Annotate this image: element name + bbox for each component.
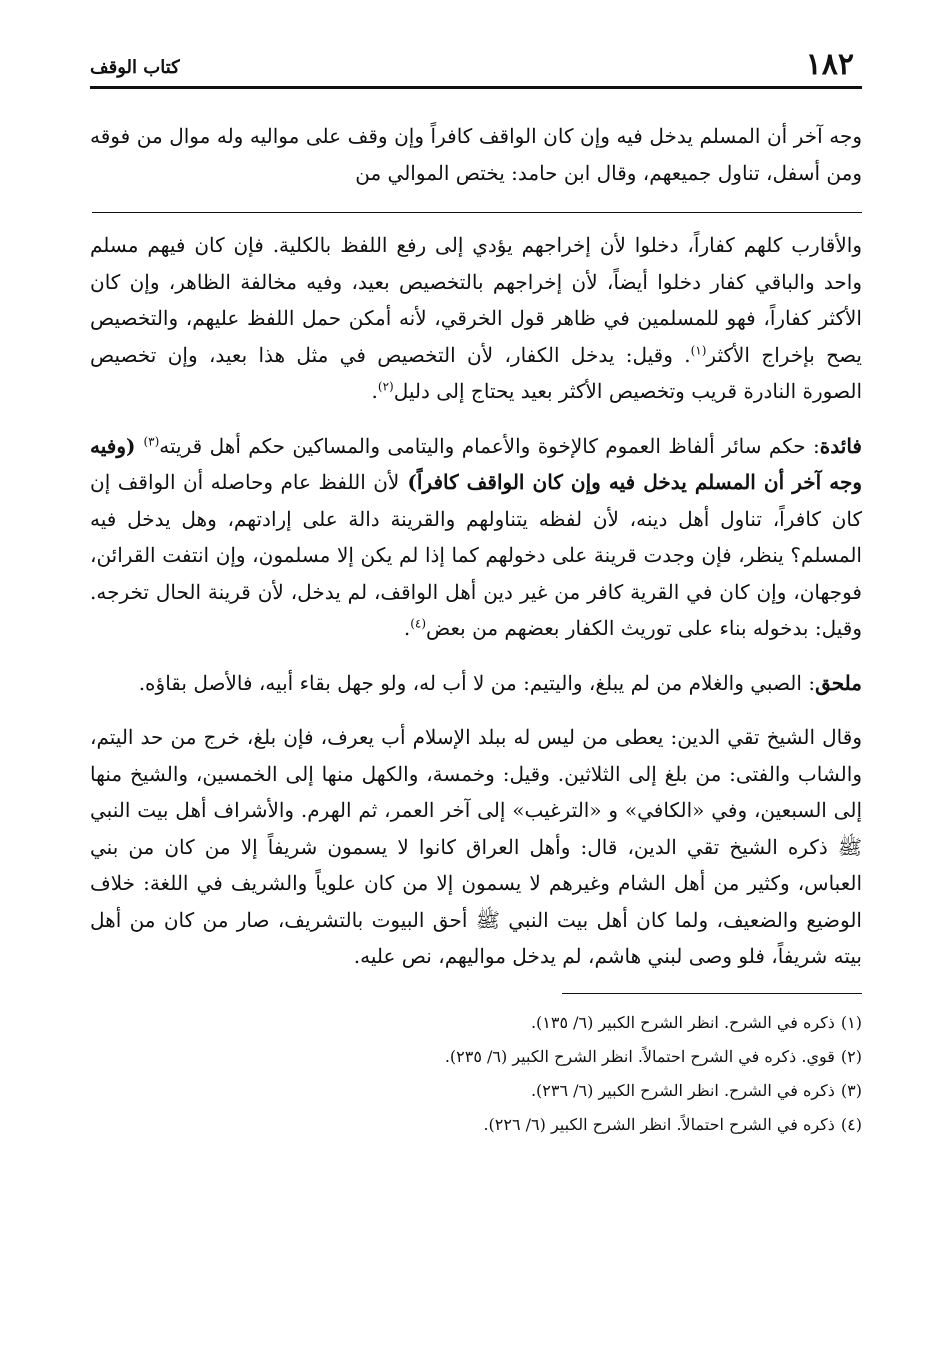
- commentary: [90, 227, 862, 975]
- commentary-text: لأن اللفظ عام وحاصله أن الواقف إن كان كافراً، تناول أهل دينه، لأن لفظه يتناولهم والقرينة دالة على إرادتهم، وهل يدخل فيه المسلم؟ ينظر، فإن وجدت قرينة على دخولهم كما إذا لم يكن إلا مسلمون، وإن انتفت القرائن، فوجهان، وإن كان في القرية كافر من غير دين أهل الواقف، لم يدخل، لأن قرينة الحال تخرجه. وقيل: بدخوله بناء على توريث الكفار بعضهم من بعض: [90, 470, 862, 640]
- running-title: كتاب الوقف: [90, 57, 180, 78]
- commentary-text: .: [403, 616, 411, 640]
- commentary-text: : الصبي والغلام من لم يبلغ، واليتيم: من لا أب له، ولو جهل بقاء أبيه، فالأصل بقاؤه.: [138, 670, 816, 695]
- footnote-2: [90, 1040, 862, 1074]
- page-header: [90, 48, 862, 84]
- main-text: [90, 118, 862, 192]
- page-number: ١٨٢: [805, 47, 854, 82]
- footnote-ref-4: (٤): [410, 616, 427, 631]
- quoted-matn: (وفيه وجه آخر أن المسلم يدخل فيه وإن كان الواقف كافراً): [90, 433, 862, 494]
- footnote-number: (١): [840, 1012, 862, 1032]
- commentary-paragraph-2: [90, 428, 862, 647]
- footnote-ref-3: (٣): [143, 433, 160, 448]
- commentary-text: . وقيل: يدخل الكفار، لأن التخصيص في مثل هذا بعيد، وإن تخصيص الصورة النادرة قريب وتخصيص الأكثر بعيد يحتاج إلى دليل: [90, 342, 862, 403]
- main-text-paragraph: وجه آخر أن المسلم يدخل فيه وإن كان الواقف كافراً وإن وقف على مواليه وله موال من فوقه ومن أسفل، تناول جميعهم، وقال ابن حامد: يختص الموالي من: [90, 124, 862, 185]
- commentary-paragraph-4: وقال الشيخ تقي الدين: يعطى من ليس له ببلد الإسلام أب يعرف، فإن بلغ، خرج من حد اليتم، والشاب والفتى: من بلغ إلى الثلاثين. وقيل: وخمسة، والكهل منها إلى الخمسين، والشيخ منها إلى السبعين، وفي «الكافي» و «الترغيب» إلى آخر العمر، ثم الهرم. والأشراف أهل بيت النبي ﷺ ذكره الشيخ تقي الدين، قال: وأهل العراق كانوا لا يسمون شريفاً إلا من كان من بني العباس، وكثير من أهل الشام وغيرهم لا يسمون إلا من كان علوياً والشريف في اللغة: خلاف الوضيع والضعيف، ولما كان أهل بيت النبي ﷺ أحق البيوت بالتشريف، صار من كان من أهل بيته شريفاً، فلو وصى لبني هاشم، لم يدخل مواليهم، نص عليه.: [90, 725, 862, 968]
- header-rule: [90, 86, 862, 89]
- footnote-ref-2: (٢): [377, 379, 394, 394]
- footnote-3: [90, 1074, 862, 1108]
- fawaid-label: فائدة: [819, 433, 862, 458]
- footnote-separator-rule: [562, 993, 862, 994]
- commentary-text: والأقارب كلهم كفاراً، دخلوا لأن إخراجهم يؤدي إلى رفع اللفظ بالكلية. فإن كان فيهم مسلم واحد والباقي كفار دخلوا أيضاً، لأن إخراجهم بالتخصيص بعيد، وفيه مخالفة الظاهر، وإن كان الأكثر كفاراً، فهو للمسلمين في ظاهر قول الخرقي، لأنه أمكن حمل اللفظ عليهم، والتخصيص يصح بإخراج الأكثر: [90, 233, 863, 367]
- footnote-text: ذكره في الشرح احتمالاً. انظر الشرح الكبير (٦/ ٢٢٦).: [483, 1114, 835, 1134]
- footnote-text: قوي. ذكره في الشرح احتمالاً. انظر الشرح الكبير (٦/ ٢٣٥).: [444, 1046, 835, 1066]
- footnote-number: (٢): [840, 1046, 862, 1066]
- commentary-text: .: [371, 379, 378, 403]
- footnote-4: [90, 1108, 862, 1142]
- footnotes: [90, 1006, 862, 1142]
- mulhaq-label: ملحق: [815, 670, 862, 695]
- commentary-text: : حكم سائر ألفاظ العموم كالإخوة والأعمام واليتامى والمساكين حكم أهل قريته: [159, 433, 820, 458]
- footnote-number: (٣): [840, 1080, 862, 1100]
- book-page: [90, 48, 862, 1348]
- text-separator-rule: [92, 212, 862, 213]
- footnote-text: ذكره في الشرح. انظر الشرح الكبير (٦/ ٢٣٦).: [530, 1080, 835, 1100]
- commentary-paragraph-3: [90, 665, 862, 702]
- footnote-number: (٤): [840, 1114, 862, 1134]
- footnote-1: [90, 1006, 862, 1040]
- commentary-paragraph-1: [90, 227, 862, 410]
- footnote-text: ذكره في الشرح. انظر الشرح الكبير (٦/ ١٣٥).: [530, 1012, 835, 1032]
- footnote-ref-1: (١): [690, 342, 707, 357]
